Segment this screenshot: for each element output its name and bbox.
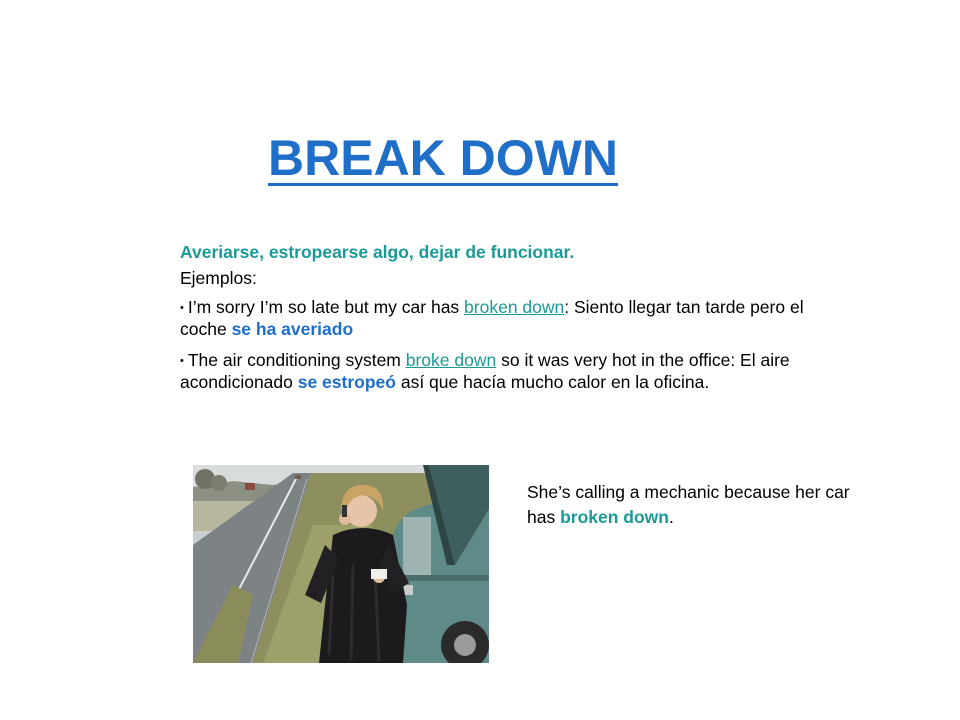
example-2-text: The air conditioning system <box>187 350 406 370</box>
example-2 <box>180 350 850 393</box>
example-2-phrasal-link[interactable]: broke down <box>405 350 497 370</box>
examples-label: Ejemplos: <box>180 268 257 288</box>
caption-text: She’s calling a mechanic because her car has <box>527 482 850 527</box>
example-2-rest: so it was very hot in the office: El aire acondicionado <box>180 350 790 392</box>
example-2-end: así que hacía mucho calor en la oficina. <box>395 372 710 392</box>
example-1-translation: se ha averiado <box>231 319 354 339</box>
definition: Averiarse, estropearse algo, dejar de funcionar. <box>180 242 575 262</box>
example-1-rest: : Siento llegar tan tarde pero el coche <box>180 297 804 339</box>
photo-illustration <box>193 465 489 663</box>
example-1-phrasal-link[interactable]: broken down <box>464 297 565 317</box>
photo-caption <box>527 480 867 530</box>
bullet: • <box>180 302 184 314</box>
slide-title: BREAK DOWN <box>268 130 618 186</box>
caption-end: . <box>668 507 674 527</box>
example-1 <box>180 297 850 340</box>
bullet: • <box>180 355 184 367</box>
example-2-translation: se estropeó <box>297 372 396 392</box>
caption-highlight: broken down <box>560 507 669 527</box>
woman-broken-car-photo <box>193 465 489 663</box>
slide-body <box>180 242 850 403</box>
example-1-text: I’m sorry I’m so late but my car has <box>187 297 465 317</box>
